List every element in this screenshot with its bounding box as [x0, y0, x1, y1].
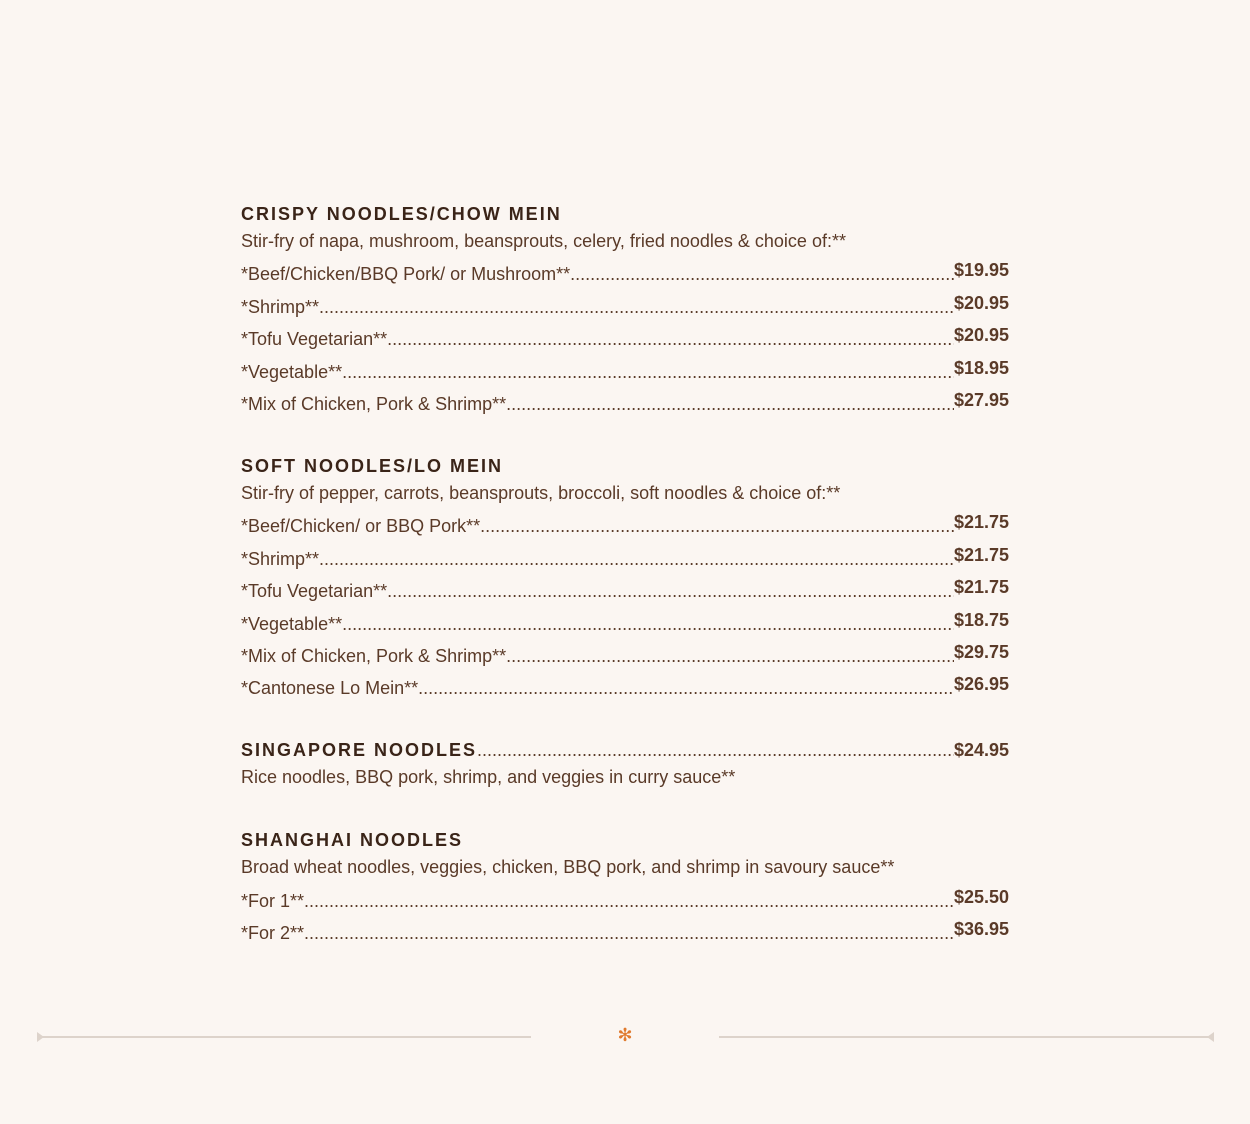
item-name: *Shrimp** — [241, 296, 320, 317]
item-price: $18.95 — [953, 357, 1009, 378]
item-name: *Tofu Vegetarian** — [241, 329, 388, 350]
divider-line-right — [719, 1036, 1210, 1038]
dot-leader — [506, 393, 954, 416]
item-name: *Tofu Vegetarian** — [241, 581, 388, 602]
section-singapore-noodles — [241, 739, 1009, 790]
section-description: Broad wheat noodles, veggies, chicken, BBQ pork, and shrimp in savoury sauce** — [241, 857, 895, 878]
item-name: *Shrimp** — [241, 548, 320, 569]
dot-leader — [387, 580, 954, 603]
dot-leader — [342, 613, 954, 636]
item-name: *Mix of Chicken, Pork & Shrimp** — [241, 645, 507, 666]
item-price: $20.95 — [953, 325, 1009, 346]
menu-item — [241, 880, 1009, 912]
item-price: $20.95 — [953, 292, 1009, 313]
section-description: Stir-fry of napa, mushroom, beansprouts, celery, fried noodles & choice of:** — [241, 231, 846, 251]
dot-leader — [342, 361, 954, 384]
menu-content — [241, 203, 1009, 984]
section-description: Rice noodles, BBQ pork, shrimp, and veggies in curry sauce** — [241, 767, 736, 788]
footer-divider — [37, 1025, 1214, 1046]
menu-item — [241, 636, 1009, 668]
section-title: CRISPY NOODLES/CHOW MEIN — [241, 204, 562, 224]
item-price: $21.75 — [953, 512, 1009, 533]
divider-line-left — [41, 1036, 531, 1038]
item-name: *Vegetable** — [241, 613, 343, 634]
menu-item — [241, 506, 1009, 538]
dot-leader — [570, 263, 954, 286]
item-price: $18.75 — [953, 609, 1009, 630]
section-soft-noodles — [241, 455, 1009, 700]
menu-item — [241, 286, 1009, 318]
dot-leader — [304, 890, 954, 913]
dot-leader — [387, 328, 954, 351]
item-price: $27.95 — [953, 389, 1009, 410]
menu-item — [241, 254, 1009, 286]
dot-leader — [477, 739, 954, 761]
item-name: *Beef/Chicken/BBQ Pork/ or Mushroom** — [241, 264, 571, 285]
item-price: $21.75 — [953, 544, 1009, 565]
section-description: Stir-fry of pepper, carrots, beansprouts, broccoli, soft noodles & choice of:** — [241, 482, 841, 503]
menu-item — [241, 351, 1009, 383]
menu-item — [241, 668, 1009, 700]
item-price: $21.75 — [953, 577, 1009, 598]
menu-item — [241, 739, 1009, 761]
section-title: SHANGHAI NOODLES — [241, 830, 464, 851]
item-price: $29.75 — [953, 641, 1009, 662]
item-price: $25.50 — [953, 886, 1009, 907]
section-shanghai-noodles — [241, 829, 1009, 945]
section-crispy-noodles — [241, 203, 1009, 416]
dot-leader — [506, 645, 954, 668]
item-price: $19.95 — [953, 260, 1009, 281]
dot-leader — [480, 515, 954, 538]
section-title: SOFT NOODLES/LO MEIN — [241, 455, 504, 476]
divider-tip-right — [1207, 1032, 1214, 1042]
dot-leader — [418, 677, 954, 700]
item-name: *For 2** — [241, 923, 305, 944]
dot-leader — [319, 296, 954, 319]
dot-leader — [304, 922, 954, 945]
item-name: *Cantonese Lo Mein** — [241, 678, 419, 699]
menu-item — [241, 384, 1009, 416]
menu-item — [241, 538, 1009, 570]
asterisk-flower-icon: ✻ — [617, 1025, 633, 1046]
menu-item — [241, 603, 1009, 635]
item-name: *For 1** — [241, 890, 305, 911]
menu-item — [241, 571, 1009, 603]
item-price: $26.95 — [953, 674, 1009, 695]
section-title: SINGAPORE NOODLES — [241, 740, 478, 761]
menu-item — [241, 913, 1009, 945]
item-price: $24.95 — [953, 740, 1009, 761]
item-name: *Mix of Chicken, Pork & Shrimp** — [241, 393, 507, 414]
item-name: *Beef/Chicken/ or BBQ Pork** — [241, 516, 481, 537]
item-price: $36.95 — [953, 919, 1009, 940]
menu-item — [241, 319, 1009, 351]
item-name: *Vegetable** — [241, 361, 343, 382]
dot-leader — [319, 548, 954, 571]
